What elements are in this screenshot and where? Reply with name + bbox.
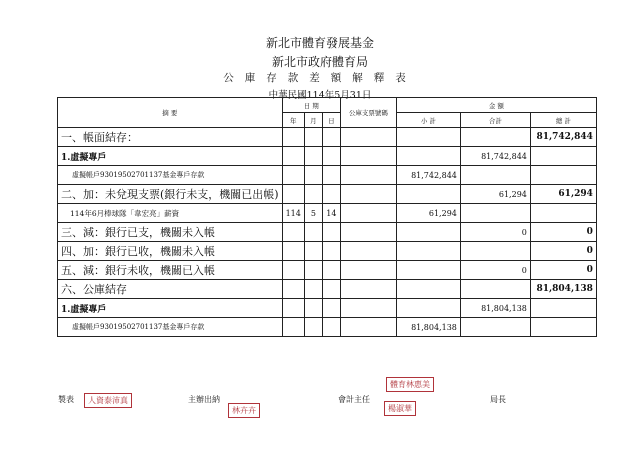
row-grand-total: 0 (530, 261, 596, 280)
row-grand-total: 61,294 (530, 185, 596, 204)
row-month (304, 185, 322, 204)
row-total (460, 318, 530, 337)
row-month (304, 318, 322, 337)
row-total: 81,804,138 (460, 299, 530, 318)
row-day (322, 318, 340, 337)
row-month (304, 280, 322, 299)
row-day (322, 261, 340, 280)
row-month (304, 261, 322, 280)
row-day (322, 128, 340, 147)
row-month (304, 299, 322, 318)
stamp-preparer: 人資泰沛真 (84, 393, 132, 408)
row-total (460, 166, 530, 185)
col-amount: 金 額 (396, 98, 596, 113)
row-month (304, 128, 322, 147)
row-label: 虛擬帳戶93019502701137基金專戶存款 (58, 166, 283, 185)
agency-name: 新北市政府體育局 (271, 55, 368, 69)
row-voucher (340, 318, 396, 337)
row-voucher (340, 185, 396, 204)
row-total: 61,294 (460, 185, 530, 204)
row-subtotal (396, 185, 460, 204)
table-row (58, 185, 597, 204)
row-voucher (340, 299, 396, 318)
table-row (58, 299, 597, 318)
row-year (282, 299, 304, 318)
row-year (282, 261, 304, 280)
row-year (282, 280, 304, 299)
sig-handler: 主辦出納 (188, 395, 220, 404)
row-grand-total: 0 (530, 223, 596, 242)
row-grand-total: 81,742,844 (530, 128, 596, 147)
row-day (322, 280, 340, 299)
row-day: 14 (322, 204, 340, 223)
table-row (58, 261, 597, 280)
row-subtotal (396, 128, 460, 147)
stamp-accountant-top: 體育林惠美 (386, 377, 434, 392)
row-grand-total: 81,804,138 (530, 280, 596, 299)
table-row (58, 166, 597, 185)
row-voucher (340, 147, 396, 166)
row-month: 5 (304, 204, 322, 223)
row-month (304, 223, 322, 242)
col-day: 日 (322, 113, 340, 128)
col-grand-total: 總 計 (530, 113, 596, 128)
row-total: 0 (460, 261, 530, 280)
stamp-handler: 林卉卉 (228, 403, 260, 418)
row-day (322, 242, 340, 261)
sig-preparer: 製表 (58, 395, 74, 404)
row-voucher (340, 223, 396, 242)
row-subtotal (396, 242, 460, 261)
row-year (282, 166, 304, 185)
row-label: 虛擬帳戶93019502701137基金專戶存款 (58, 318, 283, 337)
row-label: 六、公庫結存 (58, 280, 283, 299)
row-voucher (340, 280, 396, 299)
row-subtotal: 81,804,138 (396, 318, 460, 337)
row-total: 0 (460, 223, 530, 242)
row-label: 二、加：未兌現支票(銀行未支，機關已出帳) (58, 185, 283, 204)
col-date: 日 期 (282, 98, 340, 113)
row-total (460, 242, 530, 261)
table-row (58, 318, 597, 337)
row-subtotal (396, 147, 460, 166)
row-label: 1.虛擬專戶 (58, 147, 283, 166)
row-grand-total (530, 204, 596, 223)
row-year (282, 185, 304, 204)
row-label: 114年6月棒球隊「韋宏亮」薪資 (58, 204, 283, 223)
table-body (58, 128, 597, 337)
reconciliation-table (57, 97, 597, 337)
row-subtotal: 81,742,844 (396, 166, 460, 185)
stamp-accountant: 楊淑華 (384, 401, 416, 416)
col-summary: 摘 要 (58, 98, 283, 128)
col-month: 月 (304, 113, 322, 128)
row-subtotal: 61,294 (396, 204, 460, 223)
row-total (460, 204, 530, 223)
table-row (58, 242, 597, 261)
fund-name: 新北市體育發展基金 (265, 36, 374, 50)
row-year (282, 318, 304, 337)
row-month (304, 242, 322, 261)
row-year (282, 242, 304, 261)
row-grand-total (530, 318, 596, 337)
row-voucher (340, 128, 396, 147)
table-row (58, 128, 597, 147)
row-year (282, 147, 304, 166)
col-total: 合計 (460, 113, 530, 128)
row-label: 一、帳面結存： (58, 128, 283, 147)
table-row (58, 223, 597, 242)
row-year (282, 223, 304, 242)
sig-accountant: 會計主任 (338, 395, 370, 404)
row-total (460, 280, 530, 299)
row-month (304, 166, 322, 185)
row-voucher (340, 204, 396, 223)
row-day (322, 147, 340, 166)
row-month (304, 147, 322, 166)
col-year: 年 (282, 113, 304, 128)
row-label: 四、加：銀行已收，機關未入帳 (58, 242, 283, 261)
row-grand-total (530, 299, 596, 318)
col-subtotal: 小 計 (396, 113, 460, 128)
col-voucher: 公庫支票號碼 (340, 98, 396, 128)
row-day (322, 166, 340, 185)
row-voucher (340, 166, 396, 185)
table-row (58, 147, 597, 166)
row-subtotal (396, 223, 460, 242)
row-grand-total: 0 (530, 242, 596, 261)
row-day (322, 185, 340, 204)
sig-director: 局長 (490, 395, 506, 404)
row-voucher (340, 261, 396, 280)
row-subtotal (396, 299, 460, 318)
row-day (322, 223, 340, 242)
table-row (58, 280, 597, 299)
row-subtotal (396, 280, 460, 299)
row-grand-total (530, 147, 596, 166)
row-voucher (340, 242, 396, 261)
row-total (460, 128, 530, 147)
report-date: 中華民國114年5月31日 (268, 90, 372, 101)
row-grand-total (530, 166, 596, 185)
report-title: 公庫存款差額解釋表 (223, 72, 417, 84)
row-subtotal (396, 261, 460, 280)
row-label: 1.虛擬專戶 (58, 299, 283, 318)
row-year (282, 128, 304, 147)
row-year: 114 (282, 204, 304, 223)
row-day (322, 299, 340, 318)
table-row (58, 204, 597, 223)
row-label: 五、減：銀行未收，機關已入帳 (58, 261, 283, 280)
table-header-row (58, 98, 597, 113)
row-label: 三、減：銀行已支，機關未入帳 (58, 223, 283, 242)
row-total: 81,742,844 (460, 147, 530, 166)
